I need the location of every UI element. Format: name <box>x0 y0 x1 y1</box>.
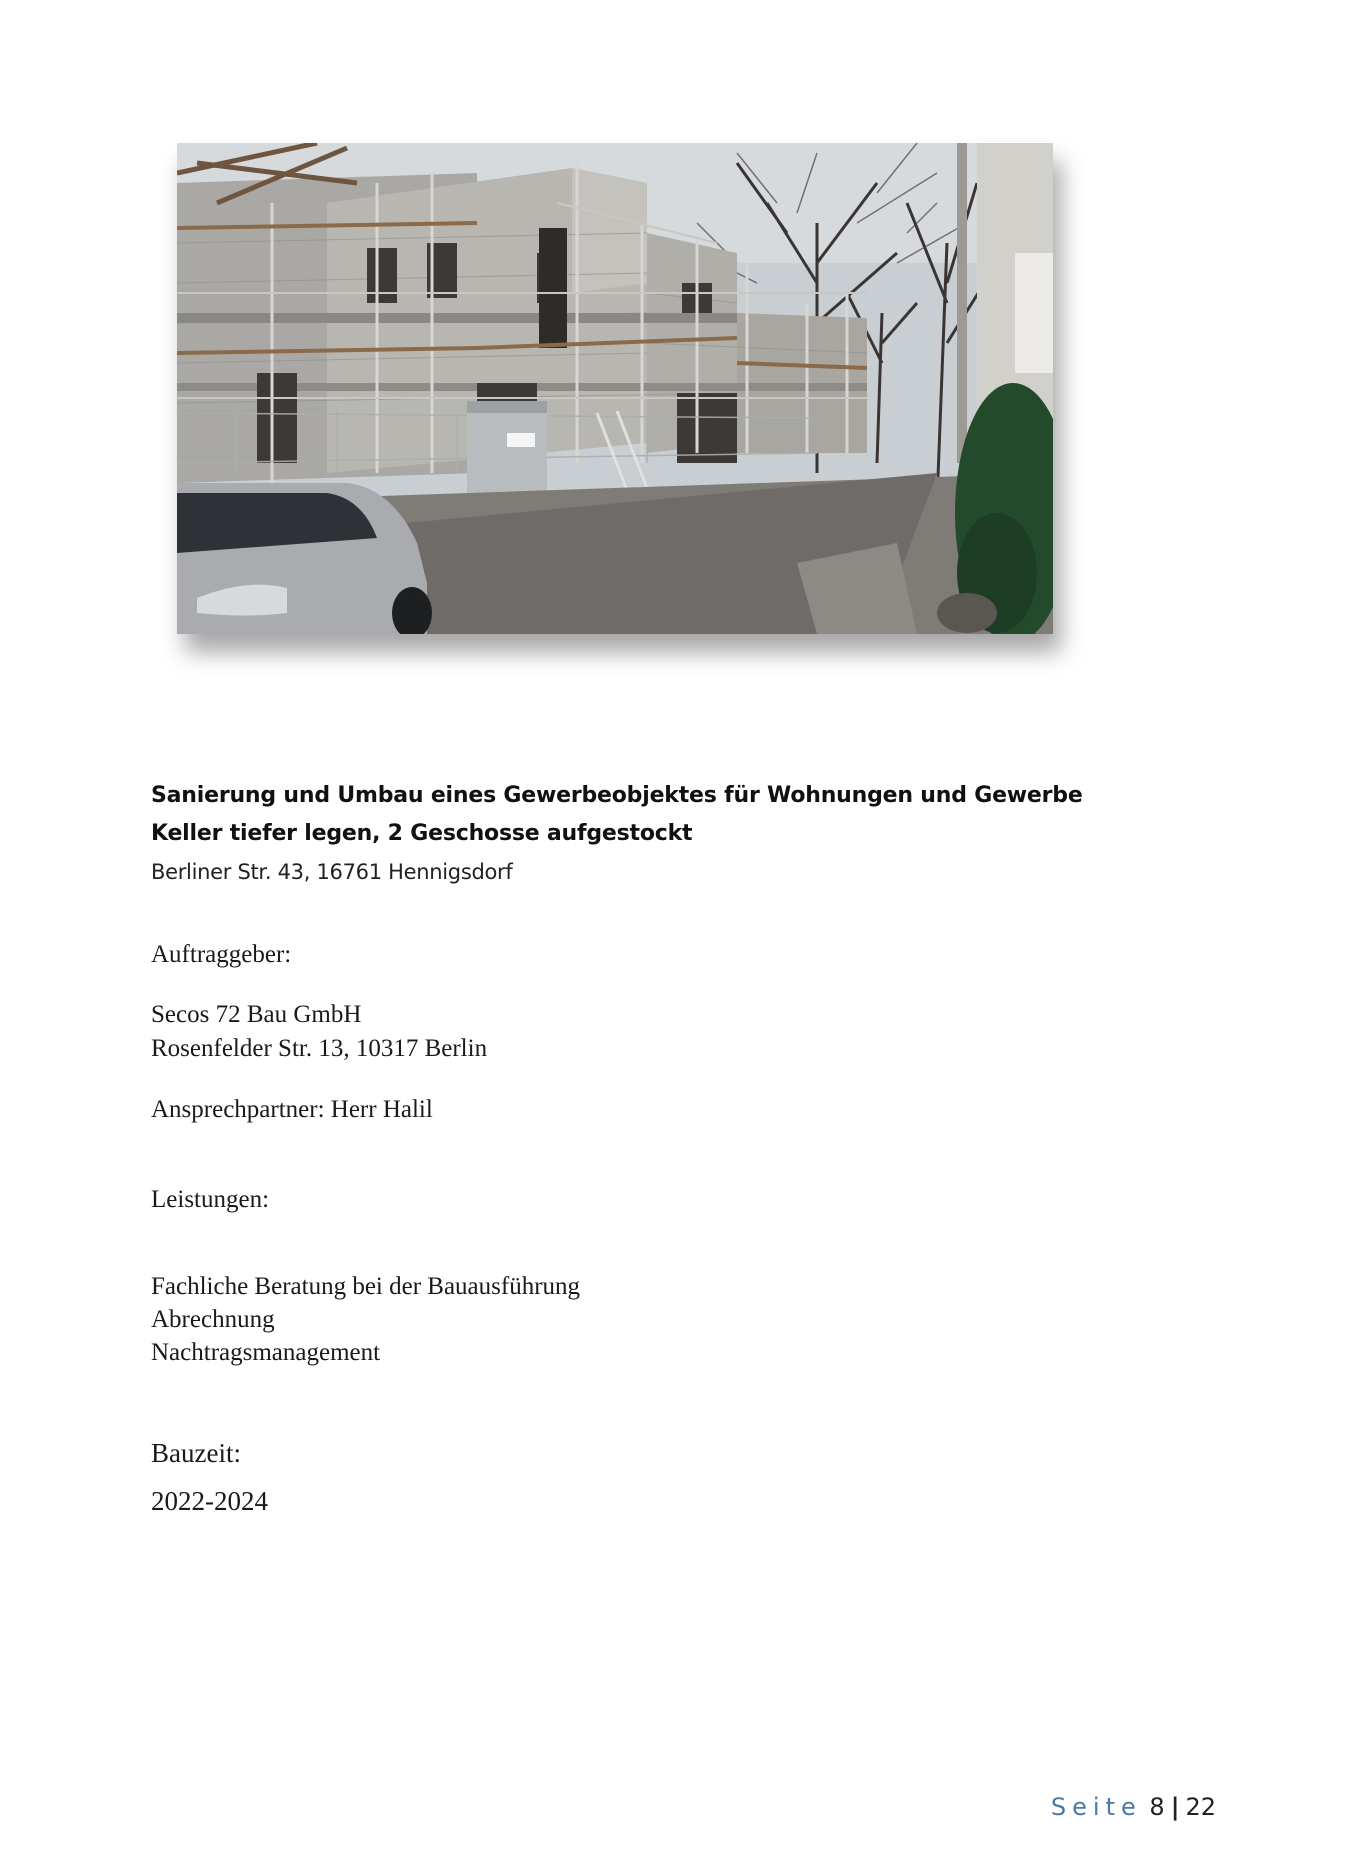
page-number-footer <box>1051 1793 1216 1821</box>
page-total: 22 <box>1185 1793 1216 1821</box>
project-address: Berliner Str. 43, 16761 Hennigsdorf <box>151 860 513 884</box>
service-item: Nachtragsmanagement <box>151 1339 381 1366</box>
construction-site-illustration <box>177 143 1053 634</box>
page-separator: | <box>1170 1793 1180 1821</box>
service-item: Abrechnung <box>151 1306 275 1333</box>
project-subtitle: Keller tiefer legen, 2 Geschosse aufgestockt <box>151 821 693 846</box>
client-contact: Ansprechpartner: Herr Halil <box>151 1096 433 1123</box>
page-word: Seite <box>1050 1793 1142 1821</box>
project-title: Sanierung und Umbau eines Gewerbeobjektes für Wohnungen und Gewerbe <box>151 783 1083 808</box>
duration-value: 2022-2024 <box>151 1486 268 1516</box>
client-address: Rosenfelder Str. 13, 10317 Berlin <box>151 1035 488 1062</box>
duration-label: Bauzeit: <box>151 1438 241 1468</box>
service-item: Fachliche Beratung bei der Bauausführung <box>151 1273 581 1300</box>
services-label: Leistungen: <box>151 1186 270 1213</box>
client-label: Auftraggeber: <box>151 941 292 968</box>
construction-site-photo <box>177 143 1053 634</box>
client-name: Secos 72 Bau GmbH <box>151 1001 362 1028</box>
page-current: 8 <box>1149 1793 1165 1821</box>
